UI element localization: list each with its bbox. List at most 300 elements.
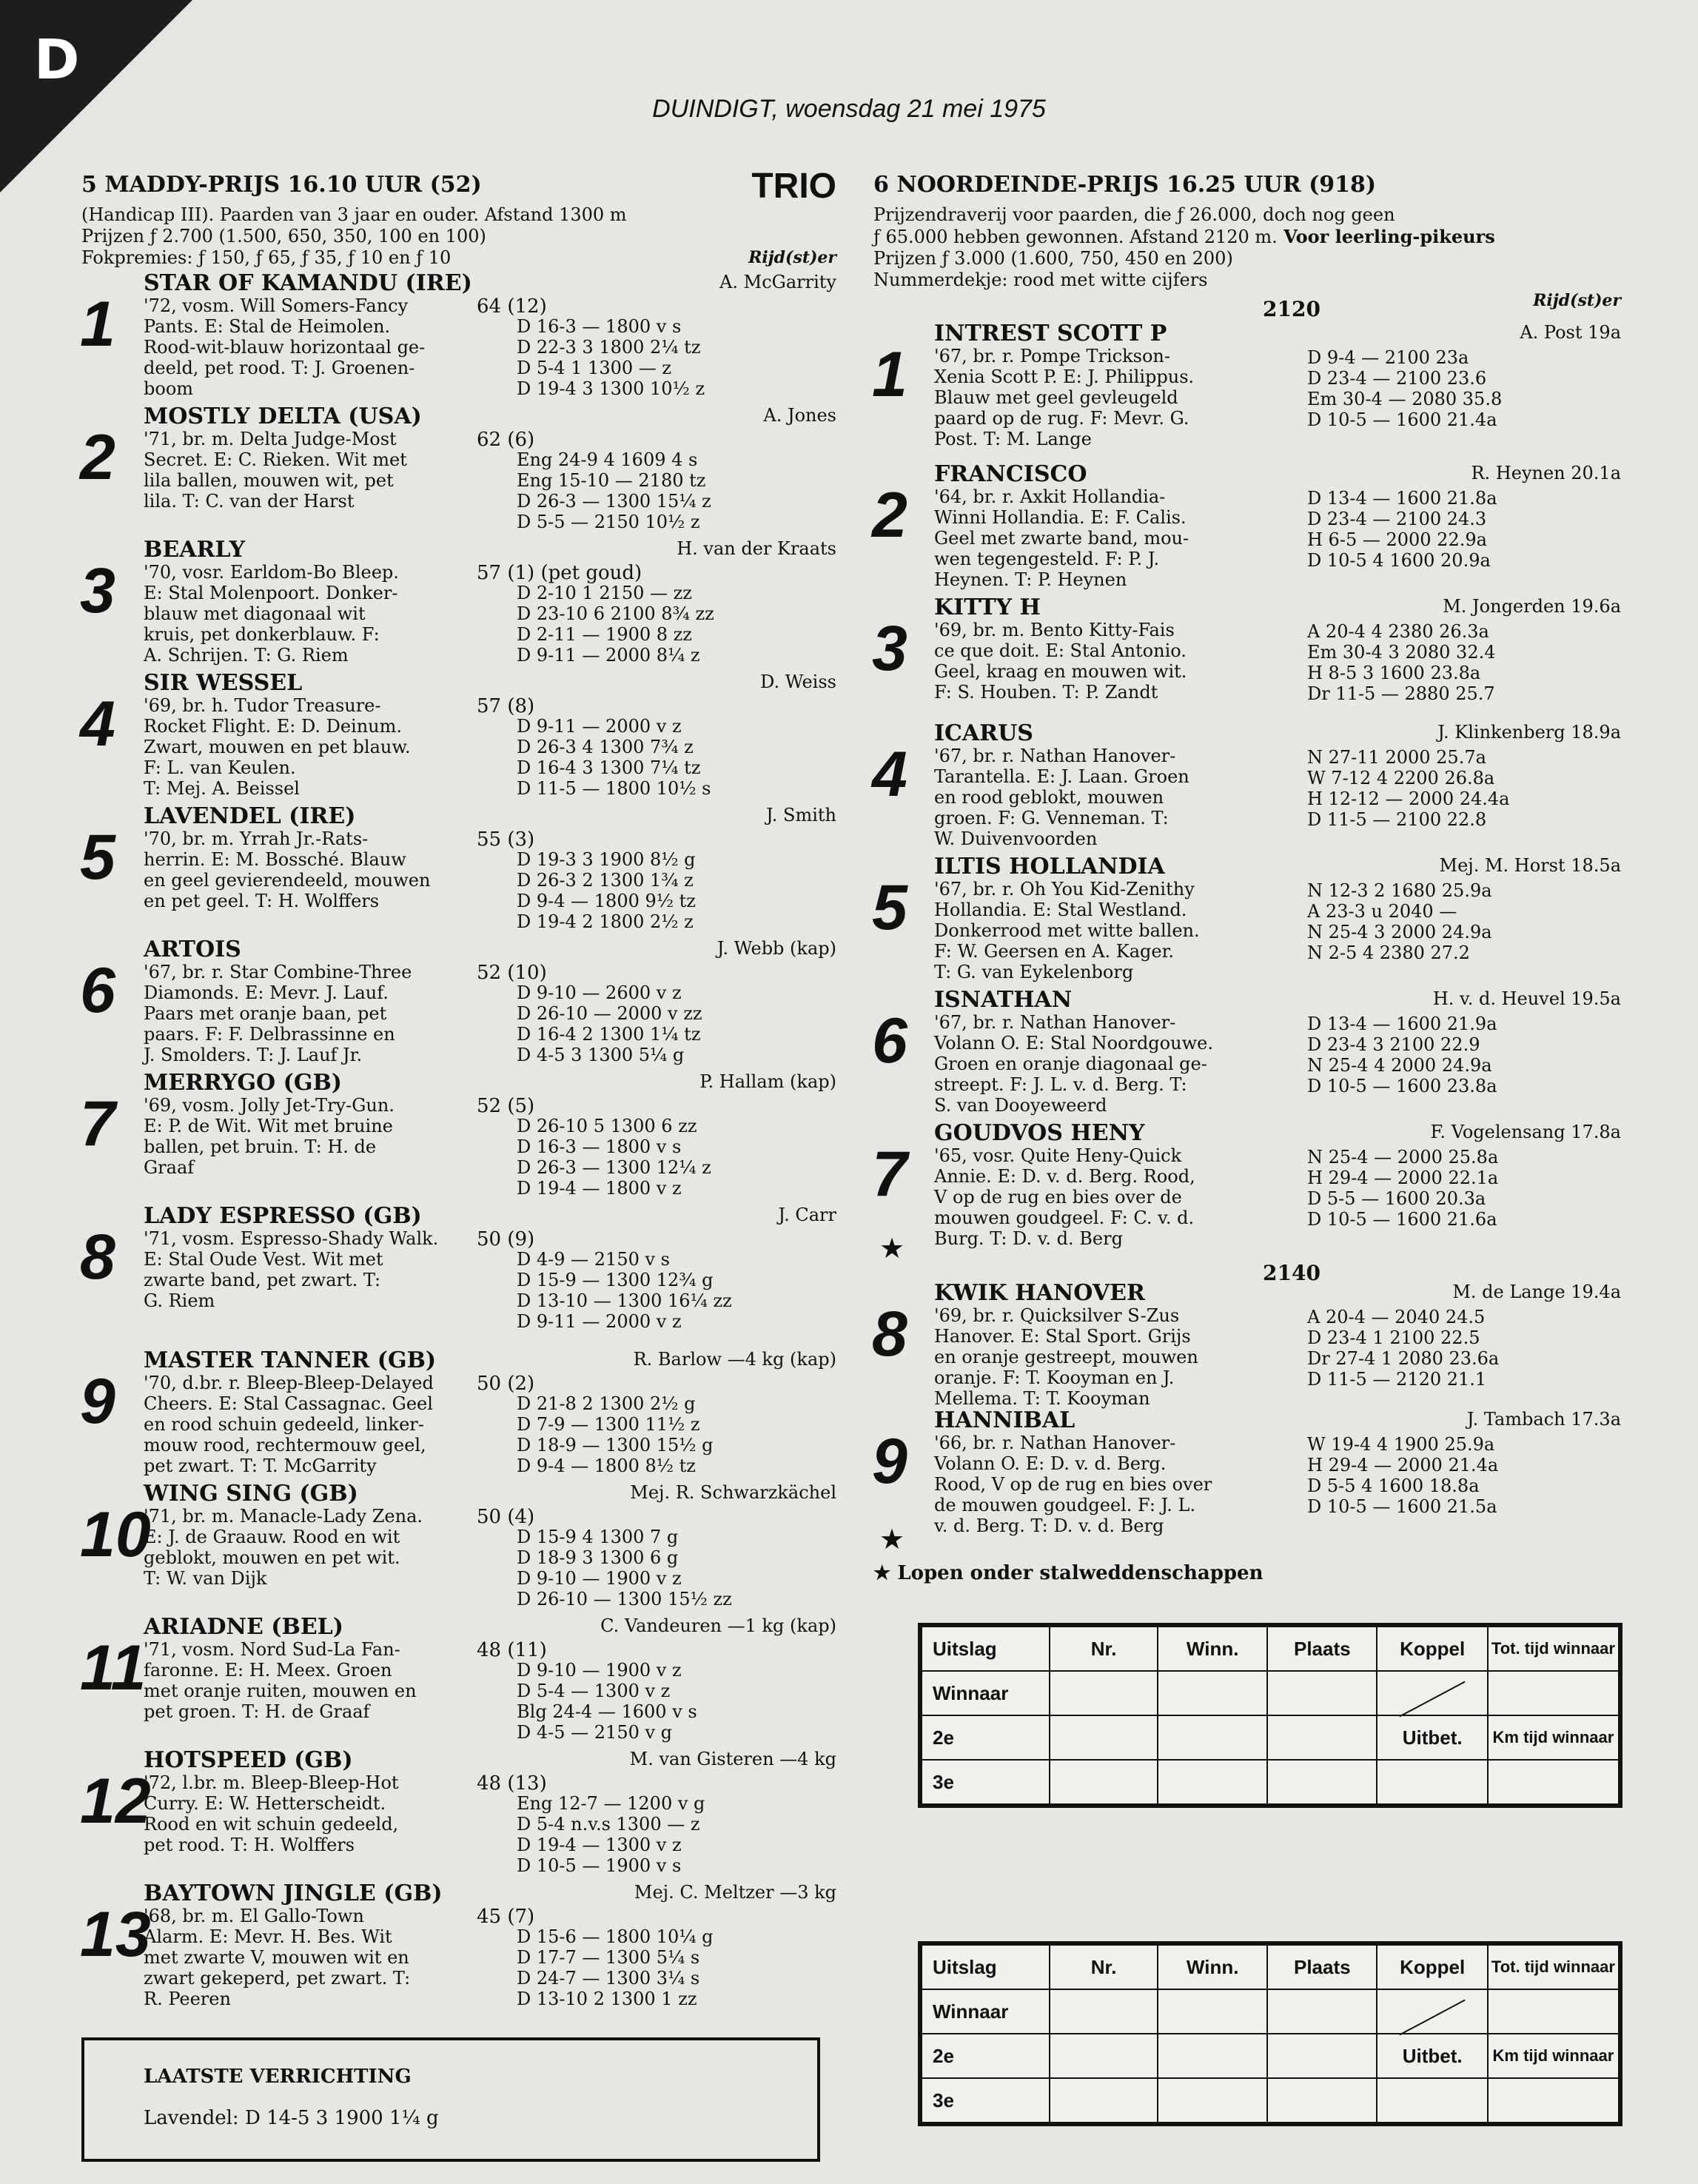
empty-cell[interactable] xyxy=(1267,1989,1377,2034)
horse-name: BAYTOWN JINGLE (GB) xyxy=(144,1880,443,1906)
form-line: N 2-5 4 2380 27.2 xyxy=(1307,942,1470,963)
driver-name: R. Heynen 20.1a xyxy=(1471,463,1621,483)
weight-draw: 50 (9) xyxy=(477,1228,535,1250)
race-6-column xyxy=(873,172,1621,1584)
form-line: D 23-10 6 2100 8¾ zz xyxy=(517,603,714,624)
horse-entry xyxy=(873,854,1621,987)
horse-number: 6 xyxy=(872,1005,907,1076)
horse-description xyxy=(144,962,412,1065)
form-line: D 26-3 2 1300 1¾ z xyxy=(517,870,694,891)
horse-description xyxy=(144,1228,438,1311)
description-line: lila ballen, mouwen wit, pet xyxy=(144,470,394,491)
empty-cell[interactable] xyxy=(1377,1760,1487,1806)
form-line: D 26-10 — 2000 v zz xyxy=(517,1003,702,1024)
table-header-cell: Tot. tijd winnaar xyxy=(1488,1625,1620,1671)
form-line: D 5-5 — 2150 10½ z xyxy=(517,512,700,532)
form-line: D 9-4 — 2100 23a xyxy=(1307,347,1469,368)
description-line: '67, br. r. Nathan Hanover- xyxy=(934,1012,1176,1033)
driver-name: J. Tambach 17.3a xyxy=(1466,1409,1621,1430)
weight-draw: 50 (4) xyxy=(477,1506,535,1528)
horse-number: 11 xyxy=(80,1632,147,1704)
form-line: Em 30-4 3 2080 32.4 xyxy=(1307,642,1496,663)
description-line: Paars met oranje baan, pet xyxy=(144,1003,387,1024)
table-header-cell: Koppel xyxy=(1377,1943,1487,1989)
horse-entry xyxy=(81,1747,836,1880)
empty-cell[interactable] xyxy=(1050,2078,1158,2124)
weight-draw: 62 (6) xyxy=(477,429,535,451)
horse-name: KITTY H xyxy=(934,594,1041,620)
form-line: D 10-5 — 1900 v s xyxy=(517,1855,682,1876)
description-line: en geel gevierendeeld, mouwen xyxy=(144,870,431,891)
description-line: wen tegengesteld. F: P. J. xyxy=(934,549,1160,569)
stable-star-icon: ★ xyxy=(879,1523,905,1555)
horse-entry xyxy=(81,1203,836,1347)
horse-description xyxy=(144,695,411,799)
empty-cell[interactable] xyxy=(1158,1715,1267,1760)
table-header-cell: Nr. xyxy=(1050,1943,1158,1989)
race-6-title: 6 NOORDEINDE-PRIJS 16.25 UUR (918) xyxy=(873,172,1377,198)
form-line: H 29-4 — 2000 21.4a xyxy=(1307,1455,1499,1475)
horse-number: 8 xyxy=(80,1222,115,1293)
horse-number: 3 xyxy=(80,555,115,626)
description-line: zwart gekeperd, pet zwart. T: xyxy=(144,1968,411,1989)
horse-entry xyxy=(81,937,836,1070)
description-line: Diamonds. E: Mevr. J. Lauf. xyxy=(144,982,389,1003)
page-header: DUINDIGT, woensdag 21 mei 1975 xyxy=(652,95,1046,123)
form-line: D 9-11 — 2000 8¼ z xyxy=(517,645,700,666)
form-line: D 15-9 4 1300 7 g xyxy=(517,1527,679,1547)
horse-name: ISNATHAN xyxy=(934,987,1073,1013)
horse-entry xyxy=(81,1347,836,1481)
horse-description xyxy=(934,1433,1212,1536)
form-line: D 4-5 3 1300 5¼ g xyxy=(517,1045,685,1065)
horse-name: ARTOIS xyxy=(144,937,241,962)
description-line: zwarte band, pet zwart. T: xyxy=(144,1270,381,1290)
description-line: met zwarte V, mouwen wit en xyxy=(144,1947,409,1968)
description-line: oranje. F: T. Kooyman en J. xyxy=(934,1367,1175,1388)
table-header-cell: Tot. tijd winnaar xyxy=(1488,1943,1620,1989)
form-line: D 23-4 — 2100 23.6 xyxy=(1307,368,1487,389)
description-line: '69, vosm. Jolly Jet-Try-Gun. xyxy=(144,1095,395,1116)
horse-name: BEARLY xyxy=(144,537,246,563)
description-line: pet rood. T: H. Wolffers xyxy=(144,1835,355,1855)
horse-entry xyxy=(873,461,1621,594)
horse-description xyxy=(144,562,399,666)
rider-name: A. Jones xyxy=(763,405,836,426)
description-line: paars. F: F. Delbrassinne en xyxy=(144,1024,395,1045)
driver-name: M. de Lange 19.4a xyxy=(1452,1282,1621,1302)
description-line: S. van Dooyeweerd xyxy=(934,1095,1107,1116)
horse-number: 10 xyxy=(80,1499,151,1570)
race-5-conditions: (Handicap III). Paarden van 3 jaar en ouder. Afstand 1300 m Prijzen ƒ 2.700 (1.500, 650, 350, 100 en 100) Fokpremies: ƒ 150, ƒ 65, ƒ 35, ƒ 10 en ƒ 10 xyxy=(81,204,627,268)
form-line: D 17-7 — 1300 5¼ s xyxy=(517,1947,700,1968)
result-table-2 xyxy=(918,1941,1623,2126)
form-line: N 27-11 2000 25.7a xyxy=(1307,747,1486,768)
description-line: v. d. Berg. T: D. v. d. Berg xyxy=(934,1515,1164,1536)
horse-entry xyxy=(81,1070,836,1203)
horse-description xyxy=(144,1373,434,1476)
empty-cell[interactable] xyxy=(1050,1715,1158,1760)
race-5-title: 5 MADDY-PRIJS 16.10 UUR (52) TRIO xyxy=(81,167,836,206)
description-line: ce que doit. E: Stal Antonio. xyxy=(934,640,1187,661)
race-6-entries xyxy=(872,297,1621,1555)
horse-name: SIR WESSEL xyxy=(144,670,303,696)
form-line: D 26-3 4 1300 7¾ z xyxy=(517,737,694,757)
row-label: 2e xyxy=(920,2034,1050,2078)
form-line: D 5-5 4 1600 18.8a xyxy=(1307,1475,1480,1496)
horse-number: 3 xyxy=(872,613,907,684)
empty-cell[interactable] xyxy=(1377,2078,1487,2124)
rider-name: J. Smith xyxy=(766,805,836,825)
weight-draw: 48 (11) xyxy=(477,1639,547,1661)
form-line: D 26-10 — 1300 15½ zz xyxy=(517,1589,732,1609)
form-line: D 23-4 1 2100 22.5 xyxy=(1307,1327,1480,1348)
description-line: de mouwen goudgeel. F: J. L. xyxy=(934,1495,1196,1515)
description-line: boom xyxy=(144,378,194,399)
result-table-1 xyxy=(918,1623,1623,1808)
empty-cell[interactable] xyxy=(1158,1671,1267,1715)
horse-entry xyxy=(872,1120,1621,1264)
form-line: D 4-9 — 2150 v s xyxy=(517,1249,670,1270)
row-label: 3e xyxy=(920,1760,1050,1806)
description-line: '72, vosm. Will Somers-Fancy xyxy=(144,295,409,316)
form-line: D 21-8 2 1300 2½ g xyxy=(517,1393,696,1414)
description-line: Pants. E: Stal de Heimolen. xyxy=(144,316,391,337)
description-line: E: Stal Molenpoort. Donker- xyxy=(144,583,398,603)
form-line: D 13-10 — 1300 16¼ zz xyxy=(517,1290,732,1311)
horse-entry xyxy=(81,670,836,803)
description-line: A. Schrijen. T: G. Riem xyxy=(144,645,349,666)
empty-cell[interactable] xyxy=(1050,1760,1158,1806)
horse-number: 1 xyxy=(80,289,115,360)
rider-name: H. van der Kraats xyxy=(677,538,836,559)
form-line: D 5-4 — 1300 v z xyxy=(517,1681,671,1701)
stable-star-icon: ★ xyxy=(879,1232,905,1264)
form-line: D 26-3 — 1300 12¼ z xyxy=(517,1157,711,1178)
form-line: Dr 11-5 — 2880 25.7 xyxy=(1307,683,1495,704)
description-line: '71, br. m. Delta Judge-Most xyxy=(144,429,397,449)
empty-cell[interactable] xyxy=(1050,1989,1158,2034)
description-line: '71, vosm. Espresso-Shady Walk. xyxy=(144,1228,439,1249)
table-header-cell: Uitslag xyxy=(920,1625,1050,1671)
horse-number: 2 xyxy=(80,422,115,493)
description-line: T: W. van Dijk xyxy=(144,1568,267,1589)
description-line: pet groen. T: H. de Graaf xyxy=(144,1701,370,1722)
description-line: Post. T: M. Lange xyxy=(934,429,1092,449)
form-line: D 9-11 — 2000 v z xyxy=(517,716,682,737)
weight-draw: 57 (1) (pet goud) xyxy=(477,562,642,584)
form-line: D 2-10 1 2150 — zz xyxy=(517,583,692,603)
horse-number: 2 xyxy=(872,480,907,551)
horse-number: 4 xyxy=(80,689,115,760)
driver-name: F. Vogelensang 17.8a xyxy=(1430,1122,1621,1142)
empty-cell[interactable] xyxy=(1158,2034,1267,2078)
form-line: N 25-4 3 2000 24.9a xyxy=(1307,922,1492,942)
weight-draw: 50 (2) xyxy=(477,1373,535,1395)
form-line: A 23-3 u 2040 — xyxy=(1307,901,1457,922)
form-line: D 15-9 — 1300 12¾ g xyxy=(517,1270,714,1290)
table-header-cell: Winn. xyxy=(1158,1943,1267,1989)
empty-cell[interactable] xyxy=(1158,1760,1267,1806)
form-line: D 19-3 3 1900 8½ g xyxy=(517,849,696,870)
form-line: Eng 15-10 — 2180 tz xyxy=(517,470,706,491)
empty-cell[interactable] xyxy=(1267,1671,1377,1715)
form-line: D 16-3 — 1800 v s xyxy=(517,1136,682,1157)
form-line: A 20-4 4 2380 26.3a xyxy=(1307,621,1489,642)
description-line: paard op de rug. F: Mevr. G. xyxy=(934,408,1189,429)
horse-entry xyxy=(81,403,836,537)
rider-name: D. Weiss xyxy=(760,671,836,692)
empty-cell[interactable] xyxy=(1267,1715,1377,1760)
description-line: lila. T: C. van der Harst xyxy=(144,491,355,512)
rider-name: C. Vandeuren —1 kg (kap) xyxy=(600,1615,836,1636)
description-line: Geel, kraag en mouwen wit. xyxy=(934,661,1187,682)
row-label: 2e xyxy=(920,1715,1050,1760)
form-line: D 16-4 2 1300 1¼ tz xyxy=(517,1024,701,1045)
horse-description xyxy=(144,295,425,399)
trio-label: TRIO xyxy=(751,167,836,206)
row-label: 3e xyxy=(920,2078,1050,2124)
horse-description xyxy=(934,1305,1198,1409)
description-line: '67, br. r. Oh You Kid-Zenithy xyxy=(934,879,1195,900)
form-line: D 22-3 3 1800 2¼ tz xyxy=(517,337,701,358)
empty-cell[interactable] xyxy=(1488,1760,1620,1806)
table-header-cell: Koppel xyxy=(1377,1625,1487,1671)
description-line: '67, br. r. Nathan Hanover- xyxy=(934,746,1176,766)
horse-description xyxy=(144,1906,410,2009)
description-line: '67, br. r. Star Combine-Three xyxy=(144,962,412,982)
rider-name: Mej. C. Meltzer —3 kg xyxy=(634,1882,836,1903)
distance-2120: 2120 xyxy=(1263,297,1321,321)
weight-draw: 45 (7) xyxy=(477,1906,535,1928)
form-line: D 7-9 — 1300 11½ z xyxy=(517,1414,700,1435)
description-line: mouwen goudgeel. F: C. v. d. xyxy=(934,1207,1195,1228)
horse-name: LAVENDEL (IRE) xyxy=(144,803,356,829)
description-line: kruis, pet donkerblauw. F: xyxy=(144,624,380,645)
description-line: Alarm. E: Mevr. H. Bes. Wit xyxy=(144,1926,392,1947)
empty-cell[interactable] xyxy=(1158,2078,1267,2124)
description-line: faronne. E: H. Meex. Groen xyxy=(144,1660,392,1681)
rider-column-header-6: Rijd(st)er xyxy=(1533,291,1621,310)
driver-name: A. Post 19a xyxy=(1520,322,1621,343)
description-line: Donkerrood met witte ballen. xyxy=(934,920,1200,941)
form-line: D 11-5 — 2100 22.8 xyxy=(1307,809,1487,830)
form-line: Eng 24-9 4 1609 4 s xyxy=(517,449,698,470)
horse-entry xyxy=(873,720,1621,854)
form-line: D 19-4 3 1300 10½ z xyxy=(517,378,705,399)
form-line: D 26-3 — 1300 15¼ z xyxy=(517,491,711,512)
description-line: '68, br. m. El Gallo-Town xyxy=(144,1906,364,1926)
weight-draw: 48 (13) xyxy=(477,1772,547,1795)
laatste-title: LAATSTE VERRICHTING xyxy=(144,2066,412,2088)
koppel-slash-cell xyxy=(1377,1989,1487,2034)
description-line: '72, l.br. m. Bleep-Bleep-Hot xyxy=(144,1772,399,1793)
form-line: D 5-4 1 1300 — z xyxy=(517,358,672,378)
description-line: Zwart, mouwen en pet blauw. xyxy=(144,737,411,757)
horse-name: ARIADNE (BEL) xyxy=(144,1614,343,1640)
form-line: Eng 12-7 — 1200 v g xyxy=(517,1793,705,1814)
form-line: Blg 24-4 — 1600 v s xyxy=(517,1701,697,1722)
row-label: Winnaar xyxy=(920,1989,1050,2034)
horse-description xyxy=(144,828,430,911)
description-line: Volann O. E: Stal Noordgouwe. xyxy=(934,1033,1213,1054)
weight-draw: 52 (10) xyxy=(477,962,547,984)
horse-entry xyxy=(873,321,1621,461)
description-line: '66, br. r. Nathan Hanover- xyxy=(934,1433,1176,1453)
description-line: groen. F: G. Venneman. T: xyxy=(934,808,1169,828)
horse-description xyxy=(144,1095,395,1178)
distance-2140: 2140 xyxy=(1263,1261,1321,1285)
description-line: E: Stal Oude Vest. Wit met xyxy=(144,1249,383,1270)
horse-name: GOUDVOS HENY xyxy=(934,1120,1145,1146)
horse-description xyxy=(934,1145,1195,1249)
rider-column-header: Rijd(st)er xyxy=(748,248,836,267)
driver-name: Mej. M. Horst 18.5a xyxy=(1439,855,1621,876)
description-line: F: L. van Keulen. xyxy=(144,757,296,778)
horse-name: STAR OF KAMANDU (IRE) xyxy=(144,270,472,296)
horse-number: 8 xyxy=(872,1299,907,1370)
description-line: T: G. van Eykelenborg xyxy=(934,962,1134,982)
form-line: D 15-6 — 1800 10¼ g xyxy=(517,1926,714,1947)
empty-cell[interactable] xyxy=(1158,1989,1267,2034)
rider-name: R. Barlow —4 kg (kap) xyxy=(633,1349,836,1370)
description-line: deeld, pet rood. T: J. Groenen- xyxy=(144,358,415,378)
form-line: N 25-4 — 2000 25.8a xyxy=(1307,1147,1499,1168)
laatste-verrichting-box xyxy=(81,2037,820,2162)
empty-cell[interactable] xyxy=(1267,2078,1377,2124)
form-line: D 13-4 — 1600 21.9a xyxy=(1307,1014,1497,1034)
form-line: D 16-4 3 1300 7¼ tz xyxy=(517,757,701,778)
description-line: F: W. Geersen en A. Kager. xyxy=(934,941,1175,962)
race-5-column xyxy=(80,167,836,2021)
empty-cell[interactable] xyxy=(1488,2078,1620,2124)
description-line: mouw rood, rechtermouw geel, xyxy=(144,1435,426,1456)
stable-note: ★ Lopen onder stalweddenschappen xyxy=(873,1562,1264,1584)
horse-name: MASTER TANNER (GB) xyxy=(144,1347,437,1373)
description-line: '69, br. h. Tudor Treasure- xyxy=(144,695,381,716)
description-line: en pet geel. T: H. Wolffers xyxy=(144,891,380,911)
rider-name: A. McGarrity xyxy=(719,272,836,292)
form-line: D 9-4 — 1800 8½ tz xyxy=(517,1456,696,1476)
weight-draw: 55 (3) xyxy=(477,828,535,851)
horse-number: 4 xyxy=(872,739,907,810)
form-line: D 5-4 n.v.s 1300 — z xyxy=(517,1814,700,1835)
empty-cell[interactable] xyxy=(1488,1671,1620,1715)
horse-description xyxy=(144,1772,399,1855)
form-line: H 8-5 3 1600 23.8a xyxy=(1307,663,1481,683)
form-line: D 10-5 — 1600 21.6a xyxy=(1307,1209,1497,1230)
form-line: D 10-5 4 1600 20.9a xyxy=(1307,550,1491,571)
form-line: D 9-4 — 1800 9½ tz xyxy=(517,891,696,911)
description-line: Winni Hollandia. E: F. Calis. xyxy=(934,507,1187,528)
description-line: Secret. E: C. Rieken. Wit met xyxy=(144,449,407,470)
description-line: Tarantella. E: J. Laan. Groen xyxy=(934,766,1189,787)
description-line: pet zwart. T: T. McGarrity xyxy=(144,1456,377,1476)
horse-number: 5 xyxy=(872,872,907,943)
race-5-entries xyxy=(81,270,836,2021)
form-line: H 12-12 — 2000 24.4a xyxy=(1307,788,1510,809)
driver-name: H. v. d. Heuvel 19.5a xyxy=(1432,988,1621,1009)
description-line: blauw met diagonaal wit xyxy=(144,603,366,624)
description-line: Groen en oranje diagonaal ge- xyxy=(934,1054,1207,1074)
form-line: W 7-12 4 2200 26.8a xyxy=(1307,768,1495,788)
description-line: Annie. E: D. v. d. Berg. Rood, xyxy=(934,1166,1195,1187)
description-line: en rood schuin gedeeld, linker- xyxy=(144,1414,424,1435)
description-line: '65, vosr. Quite Heny-Quick xyxy=(934,1145,1182,1166)
description-line: Cheers. E: Stal Cassagnac. Geel xyxy=(144,1393,433,1414)
form-line: D 10-5 — 1600 21.5a xyxy=(1307,1496,1497,1517)
form-line: D 19-4 — 1800 v z xyxy=(517,1178,682,1199)
description-line: '64, br. r. Axkit Hollandia- xyxy=(934,486,1166,507)
form-line: H 6-5 — 2000 22.9a xyxy=(1307,529,1487,550)
description-line: '70, br. m. Yrrah Jr.-Rats- xyxy=(144,828,369,849)
horse-number: 7 xyxy=(80,1088,115,1159)
description-line: '70, vosr. Earldom-Bo Bleep. xyxy=(144,562,399,583)
slash-mark xyxy=(1400,1999,1466,2035)
horse-description xyxy=(144,429,407,512)
horse-number: 1 xyxy=(872,339,907,410)
empty-cell[interactable] xyxy=(1267,2034,1377,2078)
description-line: streept. F: J. L. v. d. Berg. T: xyxy=(934,1074,1187,1095)
race-6-conditions: Prijzendraverij voor paarden, die ƒ 26.000, doch nog geen ƒ 65.000 hebben gewonnen. Afstand 2120 m. Voor leerling-pikeurs Prijzen ƒ 3.000 (1.600, 750, 450 en 200) Nummerdekje: rood met witte cijfers xyxy=(873,204,1495,290)
empty-cell[interactable] xyxy=(1267,1760,1377,1806)
description-line: ballen, pet bruin. T: H. de xyxy=(144,1136,377,1157)
horse-name: ILTIS HOLLANDIA xyxy=(934,854,1165,880)
description-line: Graaf xyxy=(144,1157,195,1178)
weight-draw: 64 (12) xyxy=(477,295,547,318)
form-line: D 19-4 — 1300 v z xyxy=(517,1835,682,1855)
description-line: '71, vosm. Nord Sud-La Fan- xyxy=(144,1639,400,1660)
form-line: W 19-4 4 1900 25.9a xyxy=(1307,1434,1495,1455)
form-line: D 23-4 — 2100 24.3 xyxy=(1307,509,1487,529)
form-line: Dr 27-4 1 2080 23.6a xyxy=(1307,1348,1500,1369)
laatste-value: Lavendel: D 14-5 3 1900 1¼ g xyxy=(144,2107,439,2129)
rider-name: J. Webb (kap) xyxy=(717,938,836,959)
description-line: Rood, V op de rug en bies over xyxy=(934,1474,1212,1495)
horse-name: HANNIBAL xyxy=(934,1407,1075,1433)
form-line: D 24-7 — 1300 3¼ s xyxy=(517,1968,700,1989)
description-line: '70, d.br. r. Bleep-Bleep-Delayed xyxy=(144,1373,434,1393)
koppel-slash-cell xyxy=(1377,1671,1487,1715)
section-letter: D xyxy=(34,28,80,92)
horse-description xyxy=(934,486,1189,590)
empty-cell[interactable] xyxy=(1488,1989,1620,2034)
form-line: A 20-4 — 2040 24.5 xyxy=(1307,1307,1486,1327)
rider-name: M. van Gisteren —4 kg xyxy=(629,1749,836,1769)
form-line: D 10-5 — 1600 21.4a xyxy=(1307,409,1497,430)
horse-description xyxy=(144,1639,417,1722)
description-line: Xenia Scott P. E: J. Philippus. xyxy=(934,366,1195,387)
horse-number: 13 xyxy=(80,1899,151,1970)
description-line: '69, br. m. Bento Kitty-Fais xyxy=(934,620,1175,640)
horse-number: 9 xyxy=(872,1426,907,1497)
form-line: H 29-4 — 2000 22.1a xyxy=(1307,1168,1499,1188)
horse-number: 7 xyxy=(872,1139,907,1210)
empty-cell[interactable] xyxy=(1050,2034,1158,2078)
form-line: D 9-11 — 2000 v z xyxy=(517,1311,682,1332)
horse-number: 6 xyxy=(80,955,115,1026)
form-line: D 16-3 — 1800 v s xyxy=(517,316,682,337)
weight-draw: 52 (5) xyxy=(477,1095,535,1117)
horse-number: 9 xyxy=(80,1366,115,1437)
description-line: R. Peeren xyxy=(144,1989,231,2009)
horse-name: KWIK HANOVER xyxy=(934,1280,1145,1306)
horse-name: FRANCISCO xyxy=(934,461,1087,487)
empty-cell[interactable] xyxy=(1050,1671,1158,1715)
weight-draw: 57 (8) xyxy=(477,695,535,717)
description-line: '69, br. r. Quicksilver S-Zus xyxy=(934,1305,1180,1326)
description-line: '67, br. r. Pompe Trickson- xyxy=(934,346,1170,366)
